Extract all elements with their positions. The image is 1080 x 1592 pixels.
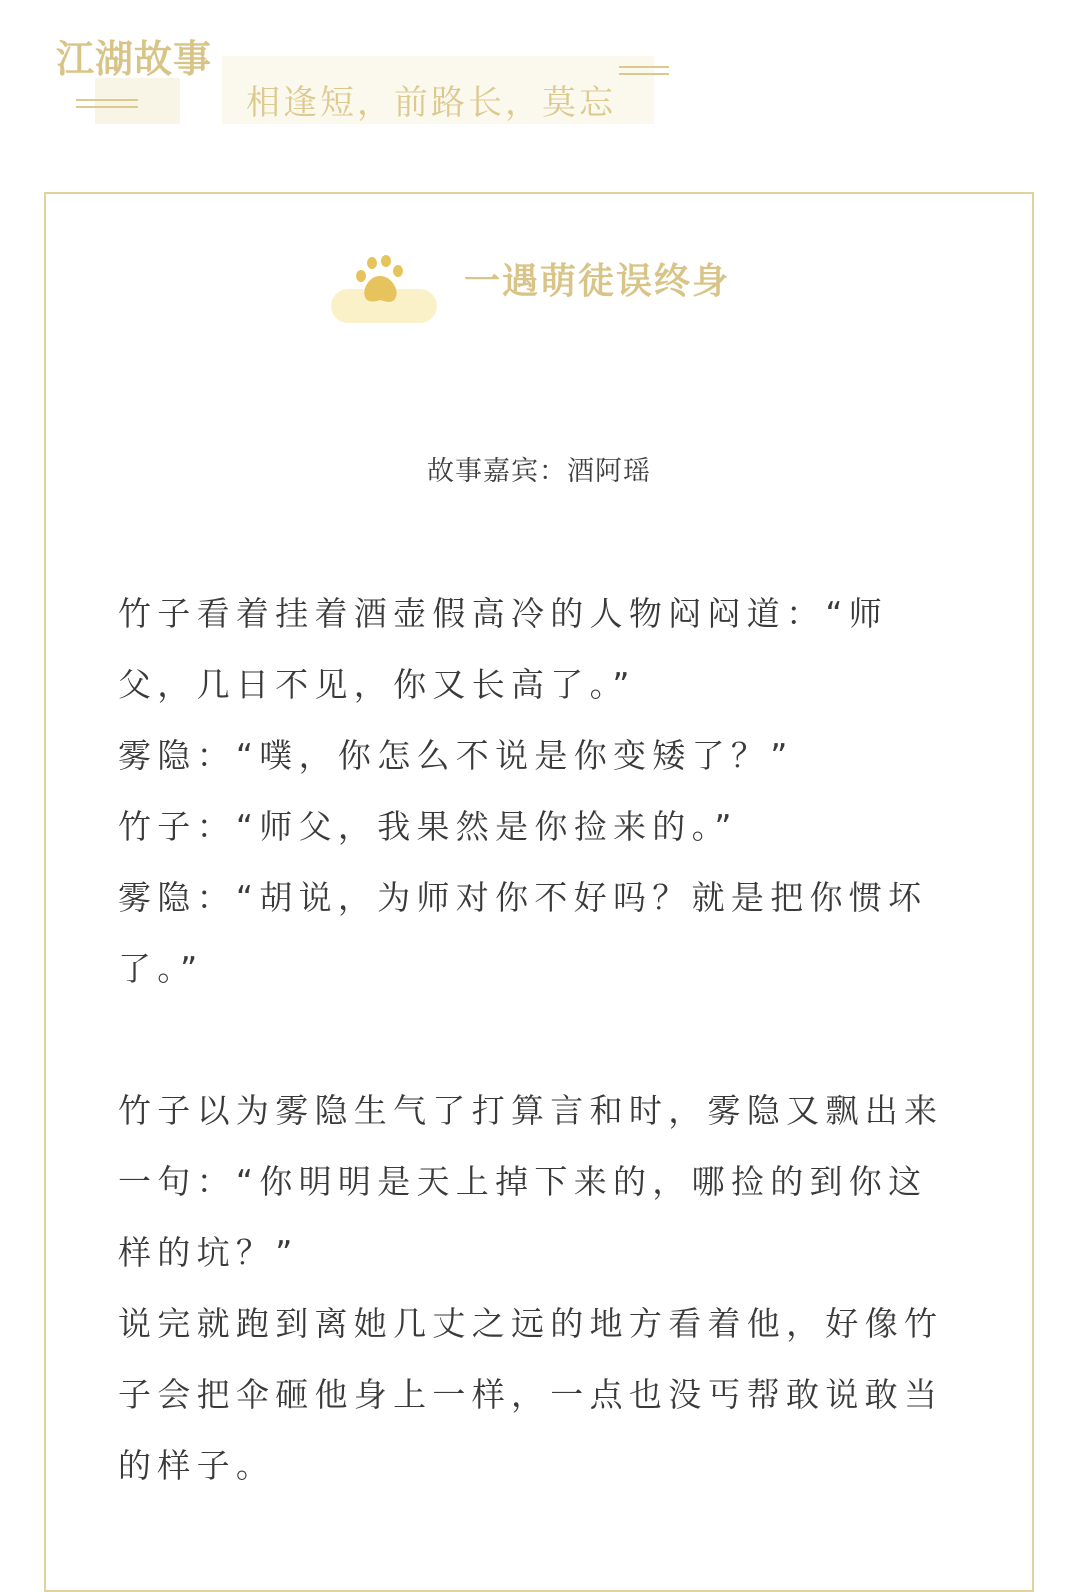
double-line-decoration	[619, 66, 669, 78]
paw-icon	[349, 249, 413, 313]
section-heading	[331, 249, 771, 329]
story-paragraph: 竹子看着挂着酒壶假高冷的人物闷闷道：“师父，几日不见，你又长高了。”	[118, 594, 889, 704]
guest-line: 故事嘉宾：酒阿瑶	[427, 456, 651, 487]
header-subtitle: 相逢短，前路长，莫忘	[246, 83, 616, 123]
story-card	[44, 192, 1034, 1592]
brand-title: 江湖故事	[56, 37, 213, 81]
story-paragraph: 雾隐：“噗，你怎么不说是你变矮了？”	[118, 736, 794, 775]
story-paragraph: 雾隐：“胡说，为师对你不好吗？就是把你惯坏了。”	[118, 878, 928, 988]
story-paragraph: 说完就跑到离她几丈之远的地方看着他，好像竹子会把伞砸他身上一样，一点也没丐帮敢说敢当的样子。	[118, 1304, 944, 1485]
story-paragraph: 竹子：“师父，我果然是你捡来的。”	[118, 807, 738, 846]
section-title: 一遇萌徒误终身	[464, 261, 731, 302]
story-paragraph: 竹子以为雾隐生气了打算言和时，雾隐又飘出来一句：“你明明是天上掉下来的，哪捡的到你这样的坑？”	[118, 1091, 944, 1272]
story-text	[118, 578, 966, 1501]
header	[0, 0, 1080, 160]
double-line-decoration	[76, 99, 138, 111]
paragraph-gap	[118, 1004, 966, 1075]
